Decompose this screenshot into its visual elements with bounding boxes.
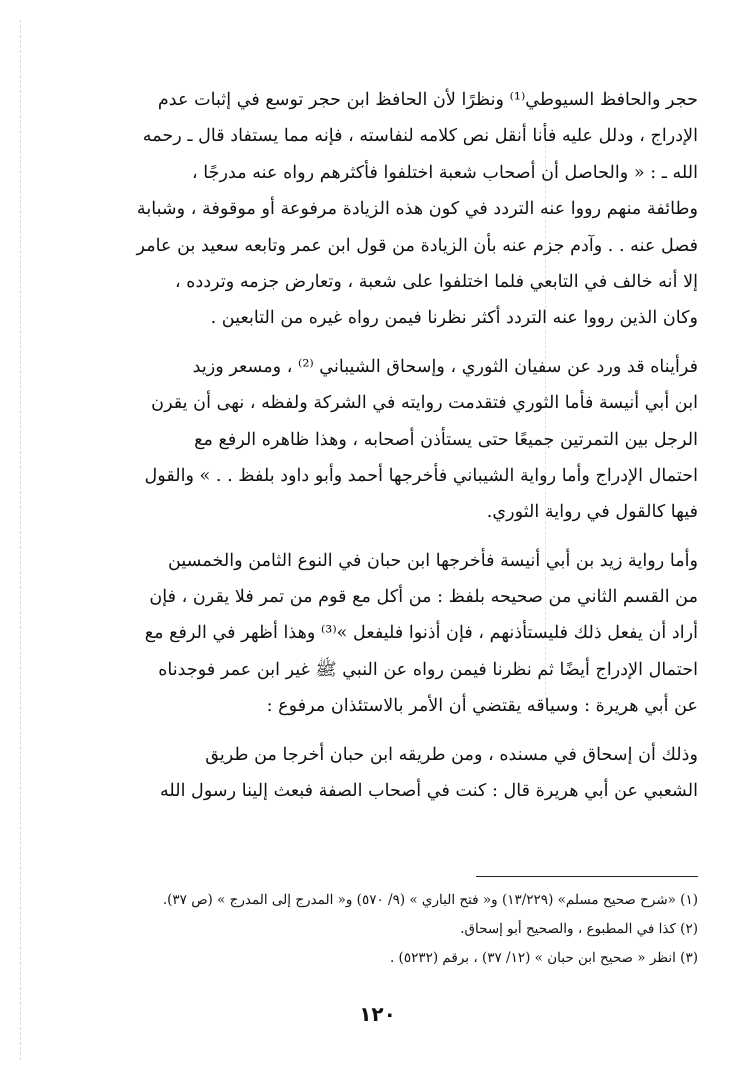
text-line: احتمال الإدراج وأما رواية الشيباني فأخرجها أحمد وأبو داود بلفظ . . » والقول: [144, 465, 698, 486]
text-line: احتمال الإدراج أيضًا ثم نظرنا فيمن رواه عن النبي ﷺ غير ابن عمر فوجدناه: [158, 659, 698, 680]
text-line: فيها كالقول في رواية الثوري.: [486, 502, 698, 523]
text-line: الشعبي عن أبي هريرة قال : كنت في أصحاب الصفة فبعث إلينا رسول الله: [159, 781, 698, 802]
text-line: أراد أن يفعل ذلك فليستأذنهم ، فإن أذنوا فليفعل »⁽³⁾ وهذا أظهر في الرفع مع: [144, 623, 698, 644]
text-line: الله ـ : « والحاصل أن أصحاب شعبة اختلفوا فأكثرهم رواه عنه مدرجًا ،: [191, 162, 698, 183]
paragraph: [68, 349, 698, 531]
text-line: الإدراج ، ودلل عليه فأنا أنقل نص كلامه لنفاسته ، فإنه مما يستفاد قال ـ رحمه: [142, 126, 698, 147]
text-line: الرجل بين التمرتين جميعًا حتى يستأذن أصحابه ، وهذا ظاهره الرفع مع: [194, 429, 698, 450]
text-line: عن أبي هريرة : وسياقه يقتضي أن الأمر بالاستئذان مرفوع :: [266, 696, 698, 717]
scan-edge-mark: [20, 20, 21, 1060]
text-line: فصل عنه . . وآدم جزم عنه بأن الزيادة من قول ابن عمر وتابعه سعيد بن عامر: [136, 235, 698, 256]
footnote-separator: [476, 876, 698, 877]
text-line: فرأيناه قد ورد عن سفيان الثوري ، وإسحاق الشيباني ⁽²⁾ ، ومسعر وزيد: [192, 356, 698, 377]
footnote: (٣) انظر « صحيح ابن حبان » (١٢/ ٣٧) ، برقم (٥٢٣٢) .: [389, 950, 698, 966]
main-text: [68, 82, 698, 809]
paragraph-gap: [68, 725, 698, 737]
text-line: وذلك أن إسحاق في مسنده ، ومن طريقه ابن حبان أخرجا من طريق: [205, 744, 698, 765]
text-line: وأما رواية زيد بن أبي أنيسة فأخرجها ابن حبان في النوع الثامن والخمسين: [167, 550, 698, 571]
text-line: ابن أبي أنيسة فأما الثوري فتقدمت روايته في الشركة ولفظه ، نهى أن يقرن: [151, 393, 698, 414]
text-line: إلا أنه خالف في التابعي فلما اختلفوا على شعبة ، وتعارض جزمه وتردده ،: [175, 271, 698, 292]
footnotes: [68, 886, 698, 973]
paragraph: [68, 82, 698, 337]
paragraph-gap: [68, 337, 698, 349]
text-line: وطائفة منهم رووا عنه التردد في كون هذه الزيادة مرفوعة أو موقوفة ، وشبابة: [136, 199, 698, 220]
text-line: من القسم الثاني من صحيحه بلفظ : من أكل مع قوم من تمر فلا يقرن ، فإن: [149, 587, 698, 608]
footnote: (١) «شرح صحيح مسلم» (١٣/٢٢٩) و« فتح الباري » (٩/ ٥٧٠) و« المدرج إلى المدرج » (ص ٣٧).: [162, 892, 698, 908]
paragraph: [68, 737, 698, 810]
page-number: ١٢٠: [359, 1002, 396, 1026]
text-line: وكان الذين رووا عنه التردد أكثر نظرنا فيمن رواه غيره من التابعين .: [210, 308, 698, 329]
paragraph-gap: [68, 531, 698, 543]
paragraph: [68, 543, 698, 725]
footnote: (٢) كذا في المطبوع ، والصحيح أبو إسحاق.: [460, 921, 698, 937]
text-line: حجر والحافظ السيوطي⁽¹⁾ ونظرًا لأن الحافظ ابن حجر توسع في إثبات عدم: [157, 90, 698, 110]
